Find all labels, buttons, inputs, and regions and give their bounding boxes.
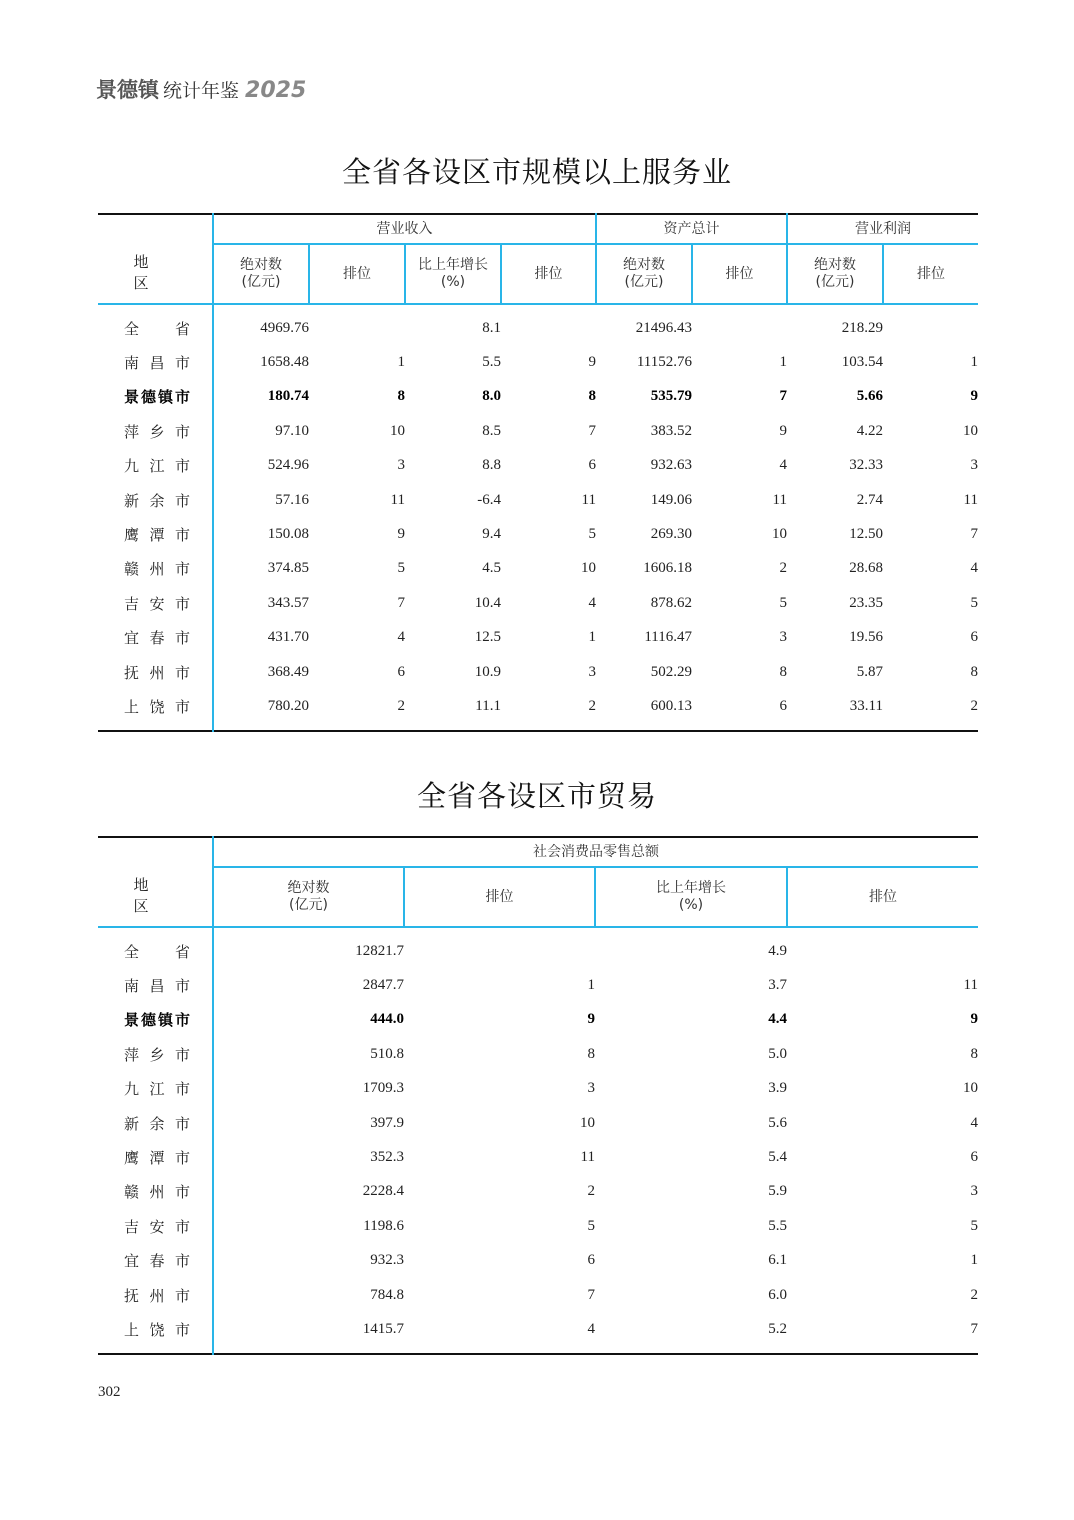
table-row bbox=[98, 517, 978, 551]
cell-assets-rank: 5 bbox=[779, 594, 787, 611]
cell-abs-rank: 7 bbox=[587, 1286, 595, 1303]
cell-rev-rank: 10 bbox=[390, 422, 405, 439]
cell-growth: 3.7 bbox=[768, 977, 787, 994]
cell-abs-rank: 5 bbox=[587, 1217, 595, 1234]
col-retail-rank: 排位 bbox=[404, 867, 595, 927]
cell-growth-rank: 7 bbox=[970, 1320, 978, 1337]
cell-profit-rank: 7 bbox=[970, 526, 978, 543]
table-row bbox=[98, 380, 978, 414]
cell-profit: 103.54 bbox=[841, 354, 883, 371]
region-name: 萍乡市 bbox=[124, 1045, 190, 1064]
cell-assets: 1606.18 bbox=[643, 560, 692, 577]
cell-rev: 524.96 bbox=[267, 457, 309, 474]
cell-growth-rank: 2 bbox=[588, 697, 596, 714]
cell-profit: 2.74 bbox=[856, 491, 883, 508]
cell-profit: 28.68 bbox=[849, 560, 883, 577]
cell-abs: 2847.7 bbox=[362, 977, 404, 994]
region-cell bbox=[98, 968, 213, 1002]
page-number: 302 bbox=[98, 1384, 121, 1400]
region-cell bbox=[98, 1244, 213, 1278]
col-rev-rank: 排位 bbox=[309, 244, 405, 304]
col-rev-abs: 绝对数 (亿元) bbox=[213, 244, 309, 304]
cell-growth: 6.1 bbox=[768, 1252, 787, 1269]
cell-growth-rank: 5 bbox=[970, 1217, 978, 1234]
region-cell bbox=[98, 1037, 213, 1071]
region-name: 南昌市 bbox=[124, 354, 190, 373]
cell-profit-rank: 5 bbox=[970, 594, 978, 611]
cell-rev-rank: 11 bbox=[390, 491, 405, 508]
table-row bbox=[98, 1209, 978, 1243]
table-row bbox=[98, 655, 978, 689]
cell-rev: 97.10 bbox=[275, 422, 309, 439]
cell-abs: 1709.3 bbox=[362, 1080, 404, 1097]
cell-rev-rank: 1 bbox=[397, 354, 405, 371]
cell-growth-rank: 1 bbox=[970, 1252, 978, 1269]
cell-rev-rank: 5 bbox=[397, 560, 405, 577]
cell-rev-rank bbox=[309, 304, 405, 345]
col-retail-growth-rank: 排位 bbox=[787, 867, 978, 927]
cell-growth: 5.2 bbox=[768, 1320, 787, 1337]
cell-profit-rank: 9 bbox=[970, 388, 978, 405]
cell-growth-rank: 3 bbox=[588, 663, 596, 680]
table-row bbox=[98, 414, 978, 448]
region-cell bbox=[98, 1106, 213, 1140]
region-name: 全省 bbox=[124, 942, 190, 961]
cell-growth-rank: 6 bbox=[970, 1149, 978, 1166]
region-name: 吉安市 bbox=[124, 1217, 190, 1236]
cell-growth-rank: 4 bbox=[970, 1114, 978, 1131]
cell-assets: 932.63 bbox=[650, 457, 692, 474]
cell-rev-rank: 4 bbox=[397, 629, 405, 646]
cell-assets: 535.79 bbox=[650, 388, 692, 405]
cell-growth: 5.6 bbox=[768, 1114, 787, 1131]
region-cell bbox=[98, 621, 213, 655]
cell-rev: 368.49 bbox=[267, 663, 309, 680]
cell-abs-rank: 8 bbox=[587, 1045, 595, 1062]
cell-profit-rank bbox=[883, 304, 978, 345]
table-row bbox=[98, 1106, 978, 1140]
cell-growth: 10.4 bbox=[474, 594, 501, 611]
cell-assets-rank: 11 bbox=[772, 491, 787, 508]
cell-rev: 180.74 bbox=[267, 388, 309, 405]
cell-growth: 5.5 bbox=[482, 354, 501, 371]
region-name: 全省 bbox=[124, 319, 190, 338]
table-row bbox=[98, 304, 978, 345]
cell-assets-rank: 9 bbox=[779, 422, 787, 439]
cell-assets: 269.30 bbox=[650, 526, 692, 543]
col-profit-rank: 排位 bbox=[883, 244, 978, 304]
region-name: 萍乡市 bbox=[124, 422, 190, 441]
cell-profit: 19.56 bbox=[849, 629, 883, 646]
cell-rev: 4969.76 bbox=[260, 319, 309, 336]
region-name: 上饶市 bbox=[124, 697, 190, 716]
table-row bbox=[98, 621, 978, 655]
cell-growth: 10.9 bbox=[474, 663, 501, 680]
col-profit-abs: 绝对数 (亿元) bbox=[787, 244, 883, 304]
cell-rev: 150.08 bbox=[267, 526, 309, 543]
region-cell bbox=[98, 449, 213, 483]
cell-assets-rank: 8 bbox=[779, 663, 787, 680]
cell-growth: 11.1 bbox=[475, 697, 501, 714]
cell-abs-rank: 10 bbox=[580, 1114, 595, 1131]
cell-profit-rank: 2 bbox=[970, 697, 978, 714]
cell-abs-rank: 4 bbox=[587, 1320, 595, 1337]
cell-growth: 9.4 bbox=[482, 526, 501, 543]
cell-growth-rank: 9 bbox=[970, 1011, 978, 1028]
cell-abs-rank bbox=[404, 927, 595, 968]
table-row bbox=[98, 689, 978, 730]
table-row bbox=[98, 927, 978, 968]
cell-growth-rank: 2 bbox=[970, 1286, 978, 1303]
cell-profit: 33.11 bbox=[849, 697, 883, 714]
region-header: 地 区 bbox=[98, 214, 213, 304]
cell-profit: 218.29 bbox=[841, 319, 883, 336]
table2-title: 全省各设区市贸易 bbox=[416, 779, 657, 813]
region-name: 新余市 bbox=[124, 491, 190, 510]
cell-abs: 12821.7 bbox=[355, 942, 404, 959]
cell-rev: 343.57 bbox=[267, 594, 309, 611]
cell-profit: 5.66 bbox=[856, 388, 883, 405]
cell-rev: 1658.48 bbox=[260, 354, 309, 371]
cell-rev: 374.85 bbox=[267, 560, 309, 577]
table-row bbox=[98, 1072, 978, 1106]
cell-growth-rank: 11 bbox=[581, 491, 596, 508]
region-name: 吉安市 bbox=[124, 594, 190, 613]
region-name: 上饶市 bbox=[124, 1320, 190, 1339]
cell-profit-rank: 10 bbox=[963, 422, 978, 439]
cell-profit: 5.87 bbox=[856, 663, 883, 680]
region-cell bbox=[98, 1175, 213, 1209]
cell-growth: 4.5 bbox=[482, 560, 501, 577]
region-name: 抚州市 bbox=[124, 663, 190, 682]
cell-growth: 6.0 bbox=[768, 1286, 787, 1303]
region-cell bbox=[98, 517, 213, 551]
table-row bbox=[98, 1244, 978, 1278]
table-row bbox=[98, 345, 978, 379]
cell-growth-rank: 11 bbox=[963, 977, 978, 994]
col-retail-abs: 绝对数 (亿元) bbox=[213, 867, 404, 927]
cell-abs: 2228.4 bbox=[362, 1183, 404, 1200]
cell-growth-rank: 8 bbox=[970, 1045, 978, 1062]
col-assets-abs: 绝对数 (亿元) bbox=[596, 244, 692, 304]
region-cell bbox=[98, 483, 213, 517]
cell-rev-rank: 8 bbox=[397, 388, 405, 405]
cell-abs: 352.3 bbox=[370, 1149, 404, 1166]
cell-abs: 510.8 bbox=[370, 1045, 404, 1062]
cell-growth-rank: 8 bbox=[588, 388, 596, 405]
region-cell bbox=[98, 552, 213, 586]
cell-growth-rank: 6 bbox=[588, 457, 596, 474]
cell-abs: 397.9 bbox=[370, 1114, 404, 1131]
cell-growth: 8.5 bbox=[482, 422, 501, 439]
cell-profit: 32.33 bbox=[849, 457, 883, 474]
cell-rev-rank: 3 bbox=[397, 457, 405, 474]
region-cell bbox=[98, 380, 213, 414]
cell-growth-rank: 10 bbox=[963, 1080, 978, 1097]
table-row bbox=[98, 483, 978, 517]
cell-growth: 4.9 bbox=[768, 942, 787, 959]
region-cell bbox=[98, 414, 213, 448]
region-name: 鹰潭市 bbox=[124, 1149, 190, 1168]
cell-assets-rank: 10 bbox=[772, 526, 787, 543]
cell-growth: 5.4 bbox=[768, 1149, 787, 1166]
cell-rev: 57.16 bbox=[275, 491, 309, 508]
region-cell bbox=[98, 689, 213, 730]
col-assets-rank: 排位 bbox=[692, 244, 787, 304]
cell-growth-rank: 4 bbox=[588, 594, 596, 611]
region-cell bbox=[98, 1278, 213, 1312]
cell-growth-rank bbox=[787, 927, 978, 968]
region-cell bbox=[98, 1140, 213, 1174]
cell-assets-rank: 6 bbox=[779, 697, 787, 714]
cell-growth: 8.1 bbox=[482, 319, 501, 336]
cell-assets: 21496.43 bbox=[635, 319, 692, 336]
region-cell bbox=[98, 927, 213, 968]
region-name: 景德镇市 bbox=[124, 388, 190, 407]
region-name: 赣州市 bbox=[124, 1183, 190, 1202]
table-row bbox=[98, 1003, 978, 1037]
cell-assets: 600.13 bbox=[650, 697, 692, 714]
cell-assets-rank: 4 bbox=[779, 457, 787, 474]
cell-growth-rank: 9 bbox=[588, 354, 596, 371]
cell-growth: 3.9 bbox=[768, 1080, 787, 1097]
cell-growth-rank: 7 bbox=[588, 422, 596, 439]
col-growth: 比上年增长 (%) bbox=[405, 244, 501, 304]
table-row bbox=[98, 1037, 978, 1071]
cell-rev: 780.20 bbox=[267, 697, 309, 714]
region-name: 新余市 bbox=[124, 1114, 190, 1133]
cell-abs: 1415.7 bbox=[362, 1320, 404, 1337]
table-row bbox=[98, 1175, 978, 1209]
header-year: 2025 bbox=[245, 78, 307, 103]
services-table bbox=[98, 213, 978, 732]
cell-growth-rank: 3 bbox=[970, 1183, 978, 1200]
cell-profit-rank: 6 bbox=[970, 629, 978, 646]
table-row bbox=[98, 1278, 978, 1312]
header-book: 统计年鉴 bbox=[163, 80, 240, 102]
cell-rev-rank: 9 bbox=[397, 526, 405, 543]
table-row bbox=[98, 1140, 978, 1174]
cell-abs-rank: 2 bbox=[587, 1183, 595, 1200]
cell-profit-rank: 3 bbox=[970, 457, 978, 474]
cell-growth: 12.5 bbox=[474, 629, 501, 646]
cell-assets: 878.62 bbox=[650, 594, 692, 611]
cell-abs: 444.0 bbox=[370, 1011, 404, 1028]
cell-rev-rank: 6 bbox=[397, 663, 405, 680]
cell-profit-rank: 4 bbox=[970, 560, 978, 577]
region-cell bbox=[98, 1003, 213, 1037]
cell-growth: 5.9 bbox=[768, 1183, 787, 1200]
header-city: 景德镇 bbox=[96, 78, 159, 102]
cell-assets: 149.06 bbox=[650, 491, 692, 508]
table-row bbox=[98, 449, 978, 483]
cell-abs-rank: 6 bbox=[587, 1252, 595, 1269]
table-row bbox=[98, 1312, 978, 1353]
region-name: 宜春市 bbox=[124, 1252, 190, 1271]
group-revenue: 营业收入 bbox=[213, 214, 596, 244]
cell-assets-rank bbox=[692, 304, 787, 345]
group-profit: 营业利润 bbox=[787, 214, 978, 244]
cell-abs: 1198.6 bbox=[363, 1217, 404, 1234]
running-header bbox=[96, 74, 306, 104]
region-cell bbox=[98, 345, 213, 379]
region-cell bbox=[98, 304, 213, 345]
table-row bbox=[98, 968, 978, 1002]
region-cell bbox=[98, 586, 213, 620]
region-name: 九江市 bbox=[124, 1080, 190, 1099]
cell-abs: 784.8 bbox=[370, 1286, 404, 1303]
region-name: 南昌市 bbox=[124, 977, 190, 996]
region-name: 景德镇市 bbox=[124, 1011, 190, 1030]
table1-title: 全省各设区市规模以上服务业 bbox=[341, 155, 732, 189]
cell-assets: 383.52 bbox=[650, 422, 692, 439]
region-header: 地 区 bbox=[98, 837, 213, 927]
cell-growth: 8.8 bbox=[482, 457, 501, 474]
cell-growth: 8.0 bbox=[482, 388, 501, 405]
table-row bbox=[98, 552, 978, 586]
cell-rev-rank: 2 bbox=[397, 697, 405, 714]
cell-abs: 932.3 bbox=[370, 1252, 404, 1269]
cell-abs-rank: 11 bbox=[580, 1149, 595, 1166]
cell-growth-rank: 1 bbox=[588, 629, 596, 646]
col-growth-rank: 排位 bbox=[501, 244, 596, 304]
region-name: 抚州市 bbox=[124, 1286, 190, 1305]
cell-growth: 5.0 bbox=[768, 1045, 787, 1062]
table-row bbox=[98, 586, 978, 620]
cell-growth-rank: 5 bbox=[588, 526, 596, 543]
cell-growth: -6.4 bbox=[477, 491, 501, 508]
col-retail-growth: 比上年增长 (%) bbox=[595, 867, 787, 927]
cell-rev-rank: 7 bbox=[397, 594, 405, 611]
cell-abs-rank: 3 bbox=[587, 1080, 595, 1097]
region-cell bbox=[98, 655, 213, 689]
cell-assets-rank: 1 bbox=[779, 354, 787, 371]
cell-abs-rank: 1 bbox=[587, 977, 595, 994]
cell-assets: 502.29 bbox=[650, 663, 692, 680]
region-cell bbox=[98, 1209, 213, 1243]
cell-assets-rank: 3 bbox=[779, 629, 787, 646]
retail-table bbox=[98, 836, 978, 1355]
region-name: 赣州市 bbox=[124, 560, 190, 579]
cell-growth-rank: 10 bbox=[581, 560, 596, 577]
cell-growth: 5.5 bbox=[768, 1217, 787, 1234]
region-name: 鹰潭市 bbox=[124, 526, 190, 545]
cell-rev: 431.70 bbox=[267, 629, 309, 646]
cell-profit: 4.22 bbox=[856, 422, 883, 439]
cell-profit-rank: 1 bbox=[970, 354, 978, 371]
region-cell bbox=[98, 1072, 213, 1106]
cell-abs-rank: 9 bbox=[587, 1011, 595, 1028]
region-name: 九江市 bbox=[124, 457, 190, 476]
cell-growth: 4.4 bbox=[768, 1011, 787, 1028]
cell-assets: 1116.47 bbox=[644, 629, 692, 646]
group-assets: 资产总计 bbox=[596, 214, 787, 244]
cell-profit: 12.50 bbox=[849, 526, 883, 543]
cell-assets: 11152.76 bbox=[636, 354, 692, 371]
cell-assets-rank: 2 bbox=[779, 560, 787, 577]
group-retail: 社会消费品零售总额 bbox=[213, 837, 978, 867]
region-name: 宜春市 bbox=[124, 629, 190, 648]
cell-assets-rank: 7 bbox=[779, 388, 787, 405]
cell-growth-rank bbox=[501, 304, 596, 345]
region-cell bbox=[98, 1312, 213, 1353]
cell-profit-rank: 8 bbox=[970, 663, 978, 680]
cell-profit-rank: 11 bbox=[963, 491, 978, 508]
cell-profit: 23.35 bbox=[849, 594, 883, 611]
